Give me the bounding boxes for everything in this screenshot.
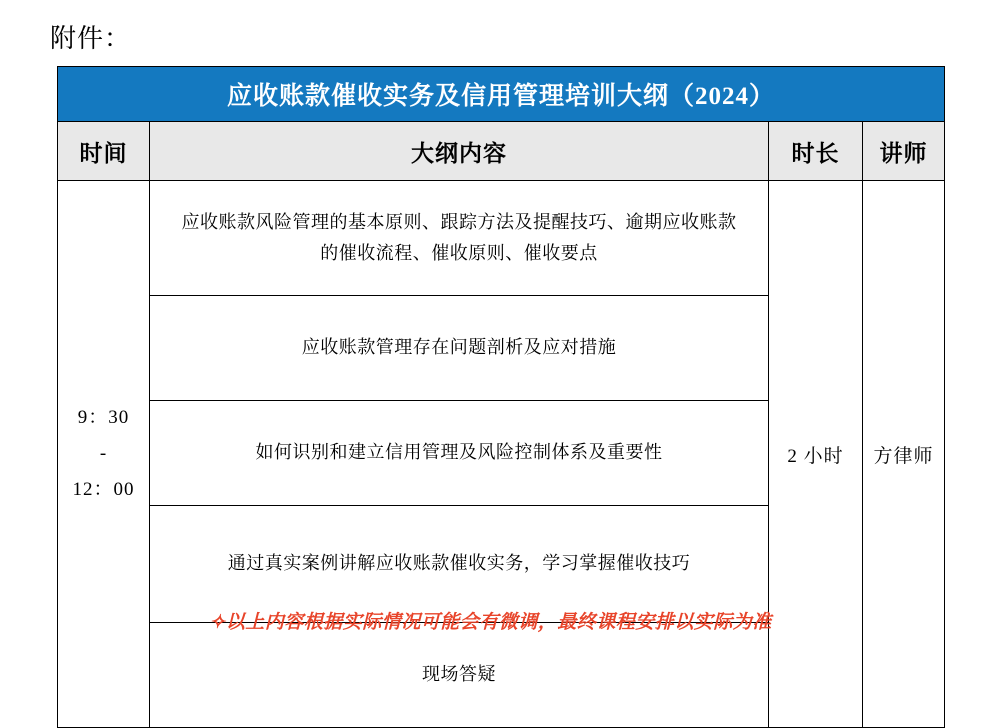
outline-content-4: 通过真实案例讲解应收账款催收实务，学习掌握催收技巧	[150, 506, 769, 623]
outline-content-2: 应收账款管理存在问题剖析及应对措施	[150, 296, 769, 401]
column-header-time: 时间	[58, 122, 150, 181]
footnote: ✧以上内容根据实际情况可能会有微调，最终课程安排以实际为准	[209, 612, 772, 633]
column-header-trainer: 讲师	[863, 122, 945, 181]
column-header-duration: 时长	[769, 122, 863, 181]
table-row	[58, 181, 945, 296]
attachment-label: 附件：	[50, 24, 132, 53]
table-header-row	[58, 122, 945, 181]
outline-content-3: 如何识别和建立信用管理及风险控制体系及重要性	[150, 401, 769, 506]
column-header-content: 大纲内容	[150, 122, 769, 181]
session-time-end: 12：00	[72, 479, 135, 501]
outline-content-5: 现场答疑	[150, 623, 769, 728]
session-time-cell	[58, 181, 150, 728]
outline-content-1: 应收账款风险管理的基本原则、跟踪方法及提醒技巧、逾期应收账款的催收流程、催收原则、催收要点	[150, 181, 769, 296]
table-title-row	[58, 67, 945, 122]
session-duration-cell: 2 小时	[769, 181, 863, 728]
session-time-start: 9：30	[77, 406, 130, 428]
session-time-dash: -	[99, 442, 108, 464]
table-title: 应收账款催收实务及信用管理培训大纲（2024）	[58, 67, 945, 122]
session-trainer-cell: 方律师	[863, 181, 945, 728]
